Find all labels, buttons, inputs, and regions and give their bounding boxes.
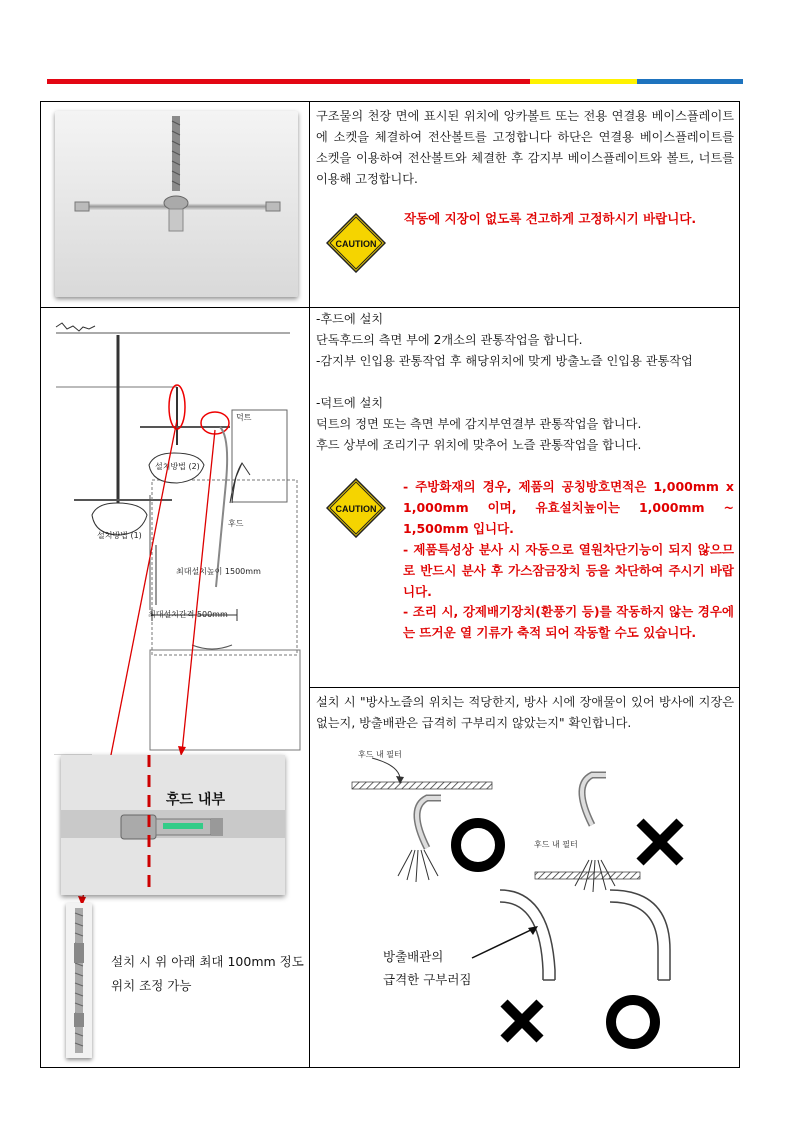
section1-warning: 작동에 지장이 없도록 견고하게 고정하시기 바랍니다. (404, 211, 697, 226)
warning-item: - 조리 시, 강제배기장치(환풍기 등)를 작동하지 않는 경우에는 뜨거운 열 기류가 축적 되어 작동할 수도 있습니다. (403, 604, 734, 640)
bend-label (383, 945, 472, 991)
caution-sign-icon (326, 478, 386, 538)
hood-inside-label: 후드 내부 (166, 792, 225, 808)
bend-label-line1: 방출배관의 (383, 949, 444, 964)
bend-label-line2: 급격한 구부러짐 (383, 972, 472, 987)
threaded-rod-photo (66, 903, 92, 1058)
duct-install-line2: 후드 상부에 조리기구 위치에 맞추어 노즐 관통작업을 합니다. (316, 438, 642, 452)
max-height-label: 최대설치높이 1500mm (176, 567, 261, 576)
adjustment-note: 설치 시 위 아래 최대 100mm 정도 위치 조정 가능 (111, 954, 304, 993)
svg-text:CAUTION: CAUTION (335, 504, 377, 514)
method2-label: 설치방법 (2) (155, 462, 200, 471)
hood-label: 후드 (228, 519, 244, 528)
duct-install-title: -덕트에 설치 (316, 396, 384, 410)
duct-install-line1: 덕트의 정면 또는 측면 부에 감지부연결부 관통작업을 합니다. (316, 417, 642, 431)
duct-label: 덕트 (236, 413, 252, 422)
nozzle-placement-diagram (330, 740, 730, 1060)
warning-item: - 주방화재의 경우, 제품의 공칭방호면적은 1,000mm x 1,000mm 이며, 유효설치높이는 1,000mm ~ 1,500mm 입니다. (403, 479, 734, 536)
max-spacing-label: 최대설치간격 500mm (148, 610, 228, 619)
svg-text:CAUTION: CAUTION (335, 239, 377, 249)
hood-inside-photo (61, 755, 285, 895)
hood-install-line2: -감지부 인입용 관통작업 후 해당위치에 맞게 방출노즐 인입용 관통작업 (316, 354, 693, 368)
warning-item: - 제품특성상 분사 시 자동으로 열원차단기능이 되지 않으므로 반드시 분사 후 가스잠금장치 등을 차단하여 주시기 바랍니다. (403, 542, 734, 599)
filter-label-right: 후드 내 필터 (534, 840, 578, 849)
section1-description: 구조물의 천장 면에 표시된 위치에 앙카볼트 또는 전용 연결용 베이스플레이트에 소켓을 체결하여 전산볼트를 고정합니다 하단은 연결용 베이스플레이트를 소켓을 이용하여 전산볼트와 체결한 후 감지부 베이스플레이트와 볼트, 너트를 이용해 고정합니다. (316, 109, 734, 186)
hood-install-line1: 단독후드의 측면 부에 2개소의 관통작업을 합니다. (316, 333, 583, 347)
filter-label-left: 후드 내 필터 (358, 750, 402, 759)
section3-description: 설치 시 "방사노즐의 위치는 적당한지, 방사 시에 장애물이 있어 방사에 지장은 없는지, 방출배관은 급격히 구부리지 않았는지" 확인합니다. (316, 695, 734, 730)
method1-label: 설치방법 (1) (97, 531, 142, 540)
hood-install-title: -후드에 설치 (316, 312, 384, 326)
